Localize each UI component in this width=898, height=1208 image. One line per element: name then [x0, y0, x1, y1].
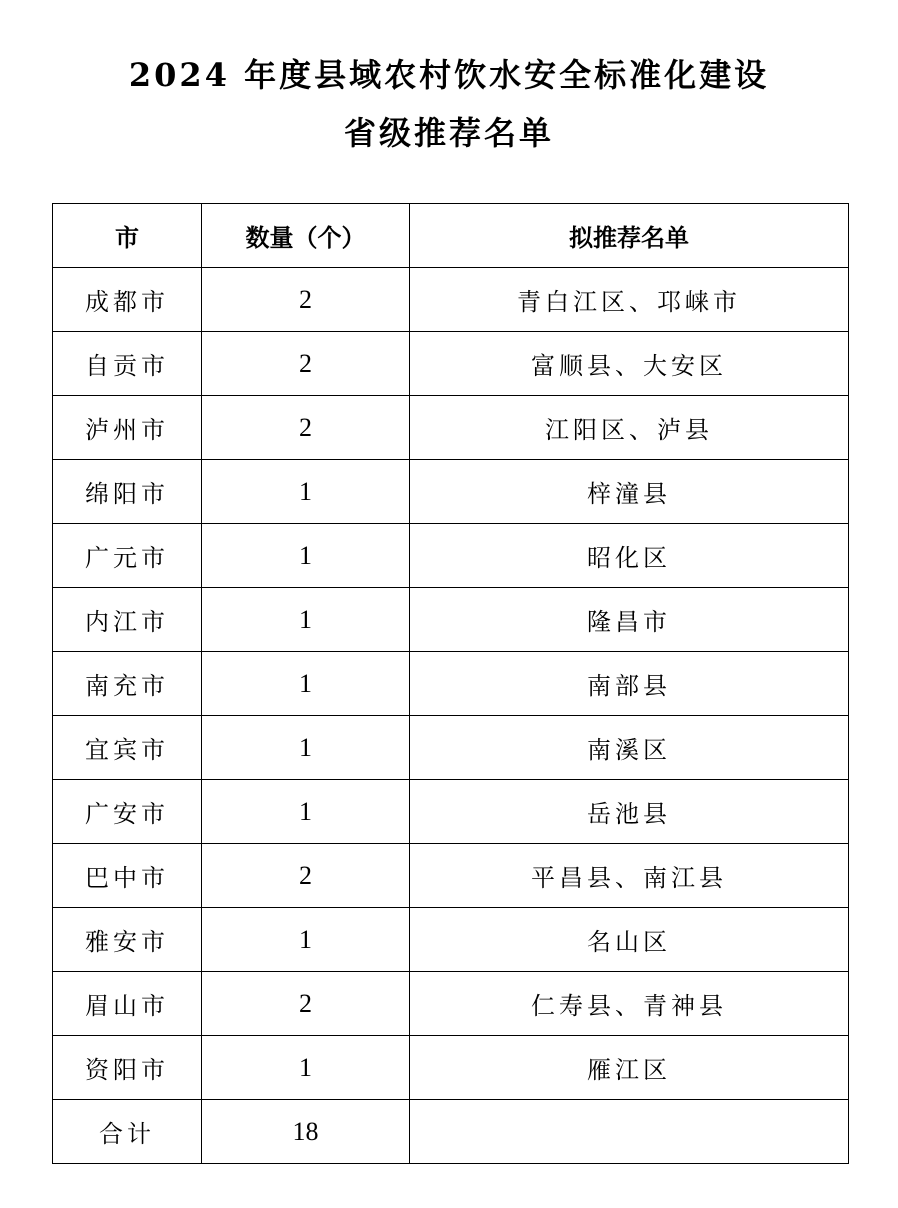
names-cell: 富顺县、大安区: [410, 332, 849, 396]
names-cell: 平昌县、南江县: [410, 844, 849, 908]
city-cell: 宜宾市: [53, 716, 202, 780]
table-row: [53, 844, 849, 908]
city-cell: 巴中市: [53, 844, 202, 908]
names-cell: 梓潼县: [410, 460, 849, 524]
header-names: 拟推荐名单: [410, 204, 849, 268]
table-row: [53, 268, 849, 332]
count-cell: 2: [202, 972, 410, 1036]
city-cell: 绵阳市: [53, 460, 202, 524]
city-cell: 雅安市: [53, 908, 202, 972]
table-row: [53, 524, 849, 588]
city-cell: 广元市: [53, 524, 202, 588]
names-cell: 隆昌市: [410, 588, 849, 652]
total-row: [53, 1100, 849, 1164]
names-cell: 岳池县: [410, 780, 849, 844]
names-cell: 昭化区: [410, 524, 849, 588]
count-cell: 2: [202, 844, 410, 908]
total-value: 18: [202, 1100, 410, 1164]
names-cell: 青白江区、邛崃市: [410, 268, 849, 332]
table-header-row: [53, 204, 849, 268]
count-cell: 1: [202, 716, 410, 780]
table-row: [53, 396, 849, 460]
count-cell: 1: [202, 588, 410, 652]
city-cell: 自贡市: [53, 332, 202, 396]
count-cell: 1: [202, 460, 410, 524]
count-cell: 1: [202, 908, 410, 972]
city-cell: 泸州市: [53, 396, 202, 460]
names-cell: 南部县: [410, 652, 849, 716]
recommendation-table: [52, 203, 849, 1164]
names-cell: 仁寿县、青神县: [410, 972, 849, 1036]
count-cell: 1: [202, 524, 410, 588]
table-row: [53, 332, 849, 396]
city-cell: 南充市: [53, 652, 202, 716]
table-row: [53, 1036, 849, 1100]
total-label: 合计: [53, 1100, 202, 1164]
header-count: 数量（个）: [202, 204, 410, 268]
names-cell: 南溪区: [410, 716, 849, 780]
title-line-1: 2024 年度县域农村饮水安全标准化建设: [128, 56, 770, 94]
table-row: [53, 716, 849, 780]
city-cell: 眉山市: [53, 972, 202, 1036]
count-cell: 1: [202, 652, 410, 716]
title-line-2: 省级推荐名单: [343, 114, 554, 152]
city-cell: 资阳市: [53, 1036, 202, 1100]
names-cell: 雁江区: [410, 1036, 849, 1100]
count-cell: 2: [202, 396, 410, 460]
count-cell: 1: [202, 1036, 410, 1100]
table-row: [53, 908, 849, 972]
table-row: [53, 780, 849, 844]
table-row: [53, 972, 849, 1036]
page-title: [0, 46, 898, 162]
city-cell: 广安市: [53, 780, 202, 844]
city-cell: 成都市: [53, 268, 202, 332]
header-city: 市: [53, 204, 202, 268]
total-names-cell: [410, 1100, 849, 1164]
table-row: [53, 588, 849, 652]
table-row: [53, 652, 849, 716]
names-cell: 江阳区、泸县: [410, 396, 849, 460]
count-cell: 2: [202, 268, 410, 332]
count-cell: 1: [202, 780, 410, 844]
names-cell: 名山区: [410, 908, 849, 972]
table-row: [53, 460, 849, 524]
city-cell: 内江市: [53, 588, 202, 652]
count-cell: 2: [202, 332, 410, 396]
